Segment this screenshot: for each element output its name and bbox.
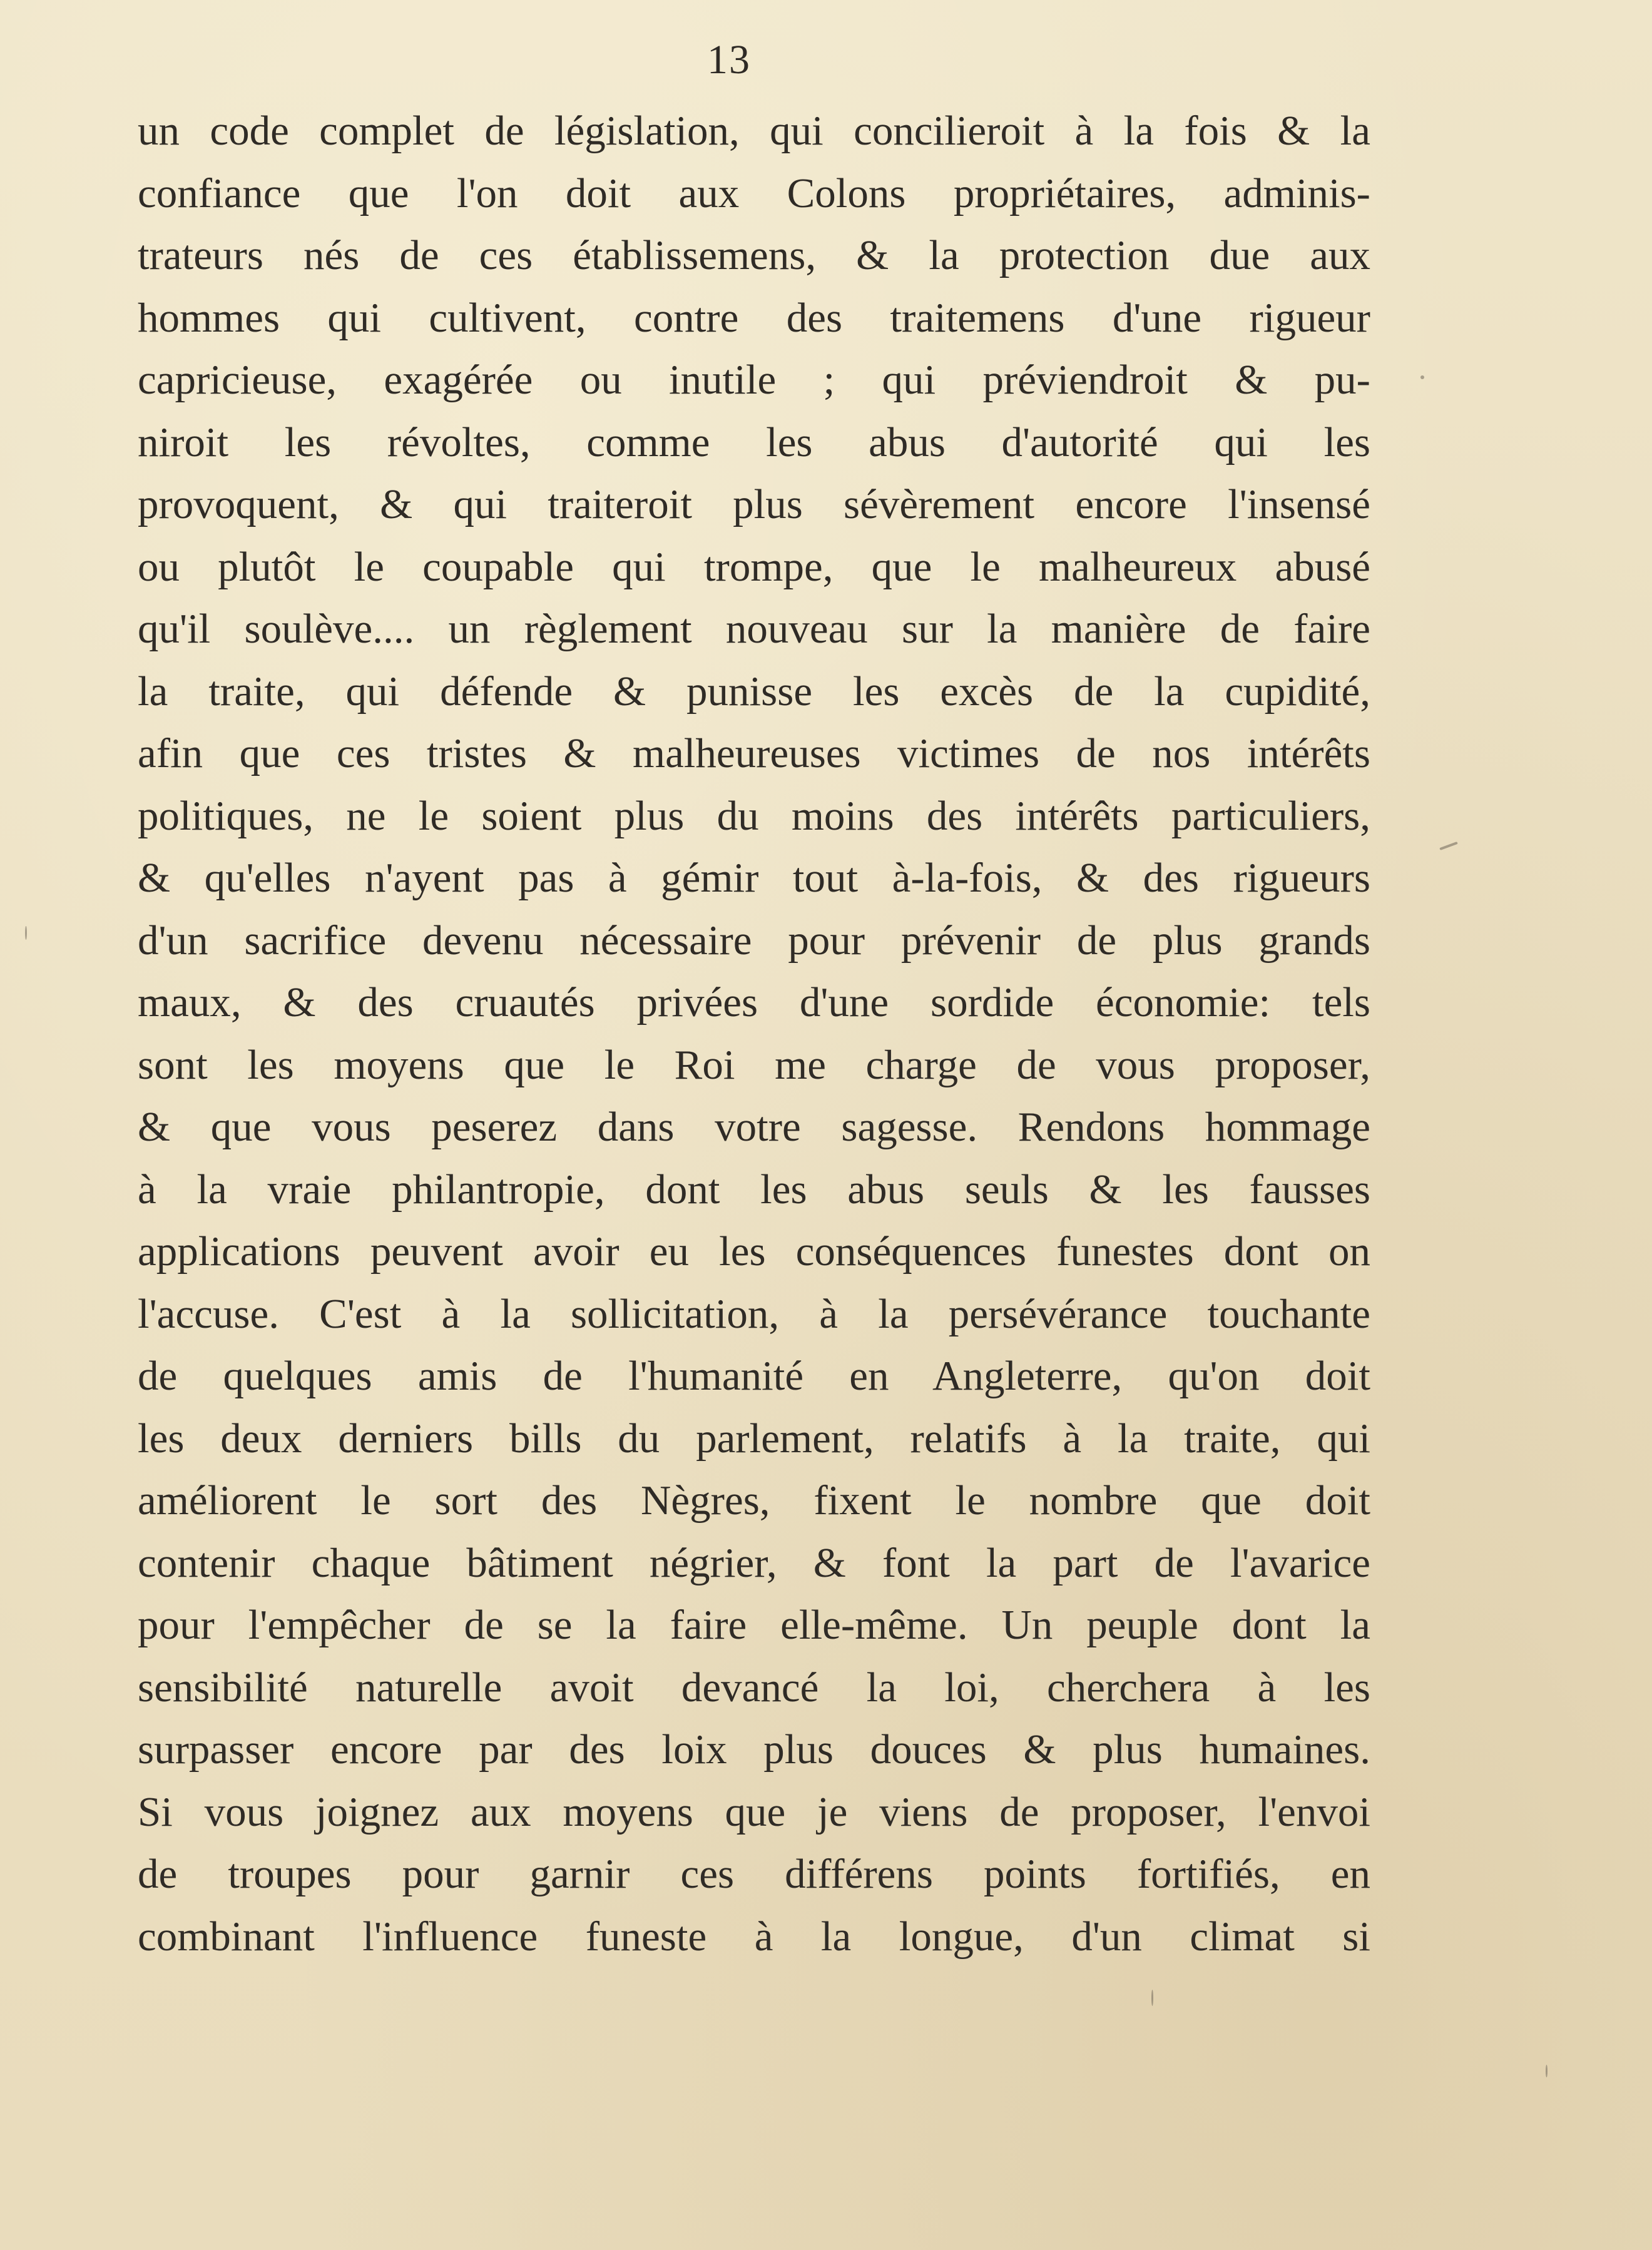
- text-line: hommes qui cultivent, contre des traitemens d'une rigueur: [138, 294, 1370, 341]
- text-line: contenir chaque bâtiment négrier, & font la part de l'avarice: [138, 1539, 1370, 1586]
- text-line: pour l'empêcher de se la faire elle-même. Un peuple dont la: [138, 1602, 1370, 1648]
- text-line: un code complet de législation, qui concilieroit à la fois & la: [138, 108, 1370, 154]
- text-line: combinant l'influence funeste à la longue, d'un climat si: [138, 1913, 1370, 1960]
- text-line: de troupes pour garnir ces différens points fortifiés, en: [138, 1851, 1370, 1897]
- text-line: d'un sacrifice devenu nécessaire pour prévenir de plus grands: [138, 917, 1370, 964]
- text-line: & qu'elles n'ayent pas à gémir tout à-la-fois, & des rigueurs: [138, 855, 1370, 901]
- text-line: l'accuse. C'est à la sollicitation, à la persévérance touchante: [138, 1290, 1370, 1337]
- text-line: confiance que l'on doit aux Colons propriétaires, adminis-: [138, 170, 1370, 216]
- text-line: à la vraie philantropie, dont les abus seuls & les fausses: [138, 1166, 1370, 1213]
- text-line: surpasser encore par des loix plus douces & plus humaines.: [138, 1726, 1370, 1773]
- text-line: les deux derniers bills du parlement, relatifs à la traite, qui: [138, 1415, 1370, 1462]
- text-line: provoquent, & qui traiteroit plus sévèrement encore l'insensé: [138, 481, 1370, 527]
- text-line: trateurs nés de ces établissemens, & la protection due aux: [138, 232, 1370, 278]
- text-line: la traite, qui défende & punisse les excès de la cupidité,: [138, 668, 1370, 715]
- body-text: [138, 100, 1370, 1968]
- text-line: de quelques amis de l'humanité en Angleterre, qu'on doit: [138, 1353, 1370, 1399]
- paper-speck: [1420, 375, 1424, 379]
- text-line: politiques, ne le soient plus du moins des intérêts particuliers,: [138, 792, 1370, 839]
- text-line: ou plutôt le coupable qui trompe, que le malheureux abusé: [138, 543, 1370, 590]
- text-line: afin que ces tristes & malheureuses victimes de nos intérêts: [138, 730, 1370, 776]
- text-line: améliorent le sort des Nègres, fixent le nombre que doit: [138, 1477, 1370, 1524]
- text-line: niroit les révoltes, comme les abus d'autorité qui les: [138, 419, 1370, 466]
- paper-speck: [1151, 1990, 1153, 2006]
- text-line: & que vous peserez dans votre sagesse. Rendons hommage: [138, 1104, 1370, 1150]
- text-line: qu'il soulève.... un règlement nouveau sur la manière de faire: [138, 606, 1370, 652]
- text-line: capricieuse, exagérée ou inutile ; qui préviendroit & pu-: [138, 357, 1370, 403]
- page-number: 13: [707, 37, 751, 83]
- text-line: sont les moyens que le Roi me charge de vous proposer,: [138, 1041, 1370, 1088]
- text-line: sensibilité naturelle avoit devancé la loi, cherchera à les: [138, 1664, 1370, 1711]
- text-line: Si vous joignez aux moyens que je viens de proposer, l'envoi: [138, 1788, 1370, 1835]
- text-line: maux, & des cruautés privées d'une sordide économie: tels: [138, 979, 1370, 1026]
- paper-speck: [25, 926, 27, 940]
- paper-speck: [1546, 2065, 1547, 2077]
- paper-speck: [1439, 842, 1458, 850]
- text-line: applications peuvent avoir eu les conséquences funestes dont on: [138, 1228, 1370, 1275]
